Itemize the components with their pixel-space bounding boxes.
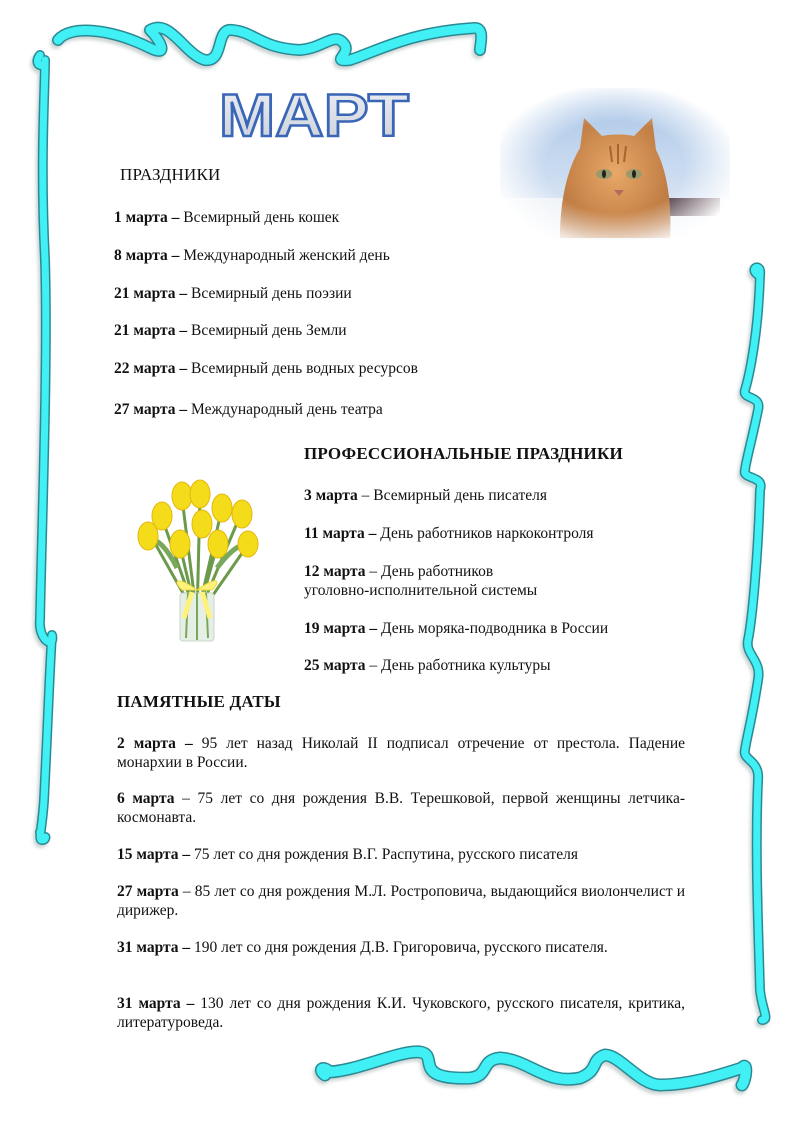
item-sep: –: [365, 563, 382, 580]
item-date: 15 марта –: [117, 846, 191, 863]
item-text: – 75 лет со дня рождения В.В. Терешковой, первой женщины летчика-космонавта.: [117, 790, 685, 826]
item-date: 25 марта: [304, 657, 366, 674]
item-sep: –: [357, 487, 374, 504]
list-item-continuation: [304, 582, 537, 600]
cat-photo: [500, 88, 730, 240]
item-date: 21 марта: [114, 285, 176, 302]
item-text: Всемирный день водных ресурсов: [191, 360, 418, 377]
item-sep: –: [167, 247, 184, 264]
item-date: 3 марта: [304, 487, 358, 504]
memorable-heading: ПАМЯТНЫЕ ДАТЫ: [117, 692, 281, 711]
item-text: День работника культуры: [381, 657, 551, 674]
item-text: Всемирный день поэзии: [191, 285, 352, 302]
item-date: 6 марта: [117, 790, 175, 807]
list-item: [114, 209, 339, 227]
list-item: [304, 525, 594, 543]
item-text: Всемирный день Земли: [191, 322, 347, 339]
item-date: 8 марта: [114, 247, 168, 264]
ribbon-top: [58, 28, 481, 61]
item-text: уголовно-исполнительной системы: [304, 582, 538, 599]
item-text: – 85 лет со дня рождения М.Л. Ростроповича, выдающийся виолончелист и дирижер.: [117, 883, 685, 919]
list-item: [114, 322, 347, 340]
item-sep: –: [175, 322, 192, 339]
list-item: [117, 789, 685, 827]
holidays-heading: ПРАЗДНИКИ: [120, 165, 221, 184]
item-date: 2 марта –: [117, 735, 193, 752]
item-date: 27 марта: [114, 401, 176, 418]
item-text: 190 лет со дня рождения Д.В. Григоровича, русского писателя.: [190, 939, 608, 956]
item-sep: –: [167, 209, 184, 226]
item-sep: –: [175, 401, 192, 418]
item-text: 130 лет со дня рождения К.И. Чуковского, русского писателя, критика, литературоведа.: [117, 995, 685, 1031]
list-item: [304, 563, 493, 581]
item-text: Всемирный день писателя: [373, 487, 547, 504]
item-date: 27 марта: [117, 883, 179, 900]
item-text: День работников: [381, 563, 494, 580]
item-date: 31 марта –: [117, 939, 191, 956]
list-item: [114, 360, 418, 378]
item-text: 95 лет назад Николай II подписал отречение от престола. Падение монархии в России.: [117, 735, 685, 771]
ribbon-right: [745, 267, 766, 1020]
ribbon-bottom: [321, 1052, 745, 1085]
item-text: Всемирный день кошек: [183, 209, 340, 226]
list-item: [117, 938, 685, 957]
list-item: [117, 882, 685, 920]
item-date: 22 марта: [114, 360, 176, 377]
list-item: [114, 247, 390, 265]
item-text: 75 лет со дня рождения В.Г. Распутина, русского писателя: [190, 846, 578, 863]
item-date: 19 марта –: [304, 620, 378, 637]
item-date: 11 марта –: [304, 525, 377, 542]
item-text: День работников наркоконтроля: [380, 525, 594, 542]
list-item: [117, 994, 685, 1032]
list-item: [114, 285, 352, 303]
item-date: 31 марта –: [117, 995, 195, 1012]
tulips-image: [122, 468, 272, 644]
list-item: [117, 845, 685, 864]
item-text: Международный женский день: [183, 247, 390, 264]
item-sep: –: [175, 360, 192, 377]
item-date: 1 марта: [114, 209, 168, 226]
professional-heading: ПРОФЕССИОНАЛЬНЫЕ ПРАЗДНИКИ: [304, 444, 623, 463]
item-text: Международный день театра: [191, 401, 383, 418]
item-date: 12 марта: [304, 563, 366, 580]
list-item: [304, 657, 550, 675]
list-item: [117, 734, 685, 772]
item-sep: –: [175, 285, 192, 302]
list-item: [114, 401, 383, 419]
item-text: День моряка-подводника в России: [381, 620, 609, 637]
item-date: 21 марта: [114, 322, 176, 339]
list-item: [304, 620, 608, 638]
item-sep: –: [365, 657, 382, 674]
ribbon-left: [37, 55, 52, 840]
list-item: [304, 487, 547, 505]
page-title-text: МАРТ: [219, 86, 409, 142]
page-title: [216, 86, 412, 142]
